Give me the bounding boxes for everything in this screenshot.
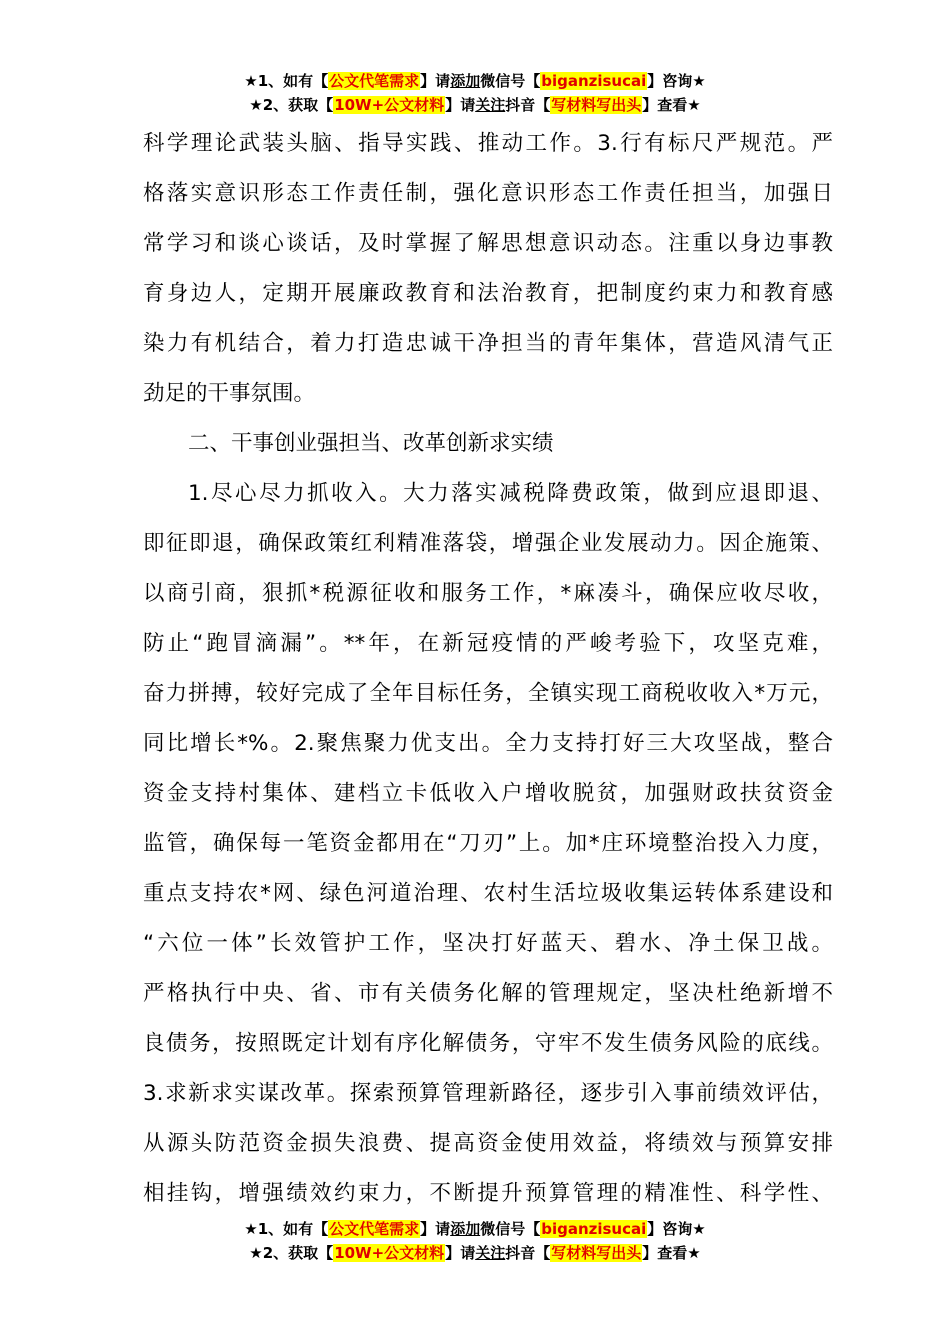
banner-underlined-text: 添加 [450, 72, 481, 90]
text-line: 严格执行中央、省、市有关债务化解的管理规定，坚决杜绝新增不 [143, 981, 833, 1006]
banner-underlined-text: 关注 [475, 96, 506, 114]
banner-text: 】请 [445, 1244, 476, 1262]
banner-text: 】查看★ [642, 1244, 701, 1262]
text-line: 即征即退，确保政策红利精准落袋，增强企业发展动力。因企施策、 [143, 531, 833, 556]
footer-banner [0, 1218, 950, 1266]
banner-highlight-materials: 10W+公文材料 [334, 96, 445, 114]
banner-underlined-text: 添加 [450, 1220, 481, 1238]
banner-text: 】查看★ [642, 96, 701, 114]
banner-text: ★2、获取【 [249, 1244, 334, 1262]
banner-line-2 [0, 94, 950, 118]
section-heading: 二、干事创业强担当、改革创新求实绩 [188, 431, 554, 456]
text-line: 从源头防范资金损失浪费、提高资金使用效益，将绩效与预算安排 [143, 1131, 833, 1156]
header-banner [0, 70, 950, 118]
banner-text: 】请 [420, 1220, 451, 1238]
banner-text: 微信号【 [480, 72, 541, 90]
text-line: 防止“跑冒滴漏”。**年，在新冠疫情的严峻考验下，攻坚克难， [143, 631, 833, 656]
banner-line-2 [0, 1242, 950, 1266]
banner-highlight-materials: 10W+公文材料 [334, 1244, 445, 1262]
banner-text: 】请 [445, 96, 476, 114]
text-line: 常学习和谈心谈话，及时掌握了解思想意识动态。注重以身边事教 [143, 231, 833, 256]
banner-text: ★1、如有【 [244, 1220, 329, 1238]
text-line: 相挂钩，增强绩效约束力，不断提升预算管理的精准性、科学性、 [143, 1181, 833, 1206]
text-line: 同比增长*%。2.聚焦聚力优支出。全力支持打好三大攻坚战，整合 [143, 731, 833, 756]
banner-text: 】咨询★ [647, 72, 706, 90]
banner-underlined-text: 关注 [475, 1244, 506, 1262]
banner-text: 】请 [420, 72, 451, 90]
banner-text: ★1、如有【 [244, 72, 329, 90]
text-line: 育身边人，定期开展廉政教育和法治教育，把制度约束力和教育感 [143, 281, 833, 306]
text-line: 良债务，按照既定计划有序化解债务，守牢不发生债务风险的底线。 [143, 1031, 833, 1056]
text-line: 资金支持村集体、建档立卡低收入户增收脱贫，加强财政扶贫资金 [143, 781, 833, 806]
text-line: 格落实意识形态工作责任制，强化意识形态工作责任担当，加强日 [143, 181, 833, 206]
banner-line-1 [0, 1218, 950, 1242]
text-line: 以商引商，狠抓*税源征收和服务工作，*麻凑斗，确保应收尽收， [143, 581, 833, 606]
text-line: 染力有机结合，着力打造忠诚干净担当的青年集体，营造风清气正 [143, 331, 833, 356]
text-line: 监管，确保每一笔资金都用在“刀刃”上。加*庄环境整治投入力度， [143, 831, 833, 856]
banner-highlight-service: 公文代笔需求 [329, 72, 420, 90]
text-line: 科学理论武装头脑、指导实践、推动工作。3.行有标尺严规范。严 [143, 131, 833, 156]
banner-text: 】咨询★ [647, 1220, 706, 1238]
document-body [143, 122, 833, 1222]
banner-highlight-wechat-id: biganzisucai [541, 72, 647, 90]
banner-line-1 [0, 70, 950, 94]
text-line: 3.求新求实谋改革。探索预算管理新路径，逐步引入事前绩效评估， [143, 1081, 833, 1106]
text-line: 奋力拼搏，较好完成了全年目标任务，全镇实现工商税收收入*万元， [143, 681, 833, 706]
text-line: 重点支持农*网、绿色河道治理、农村生活垃圾收集运转体系建设和 [143, 881, 833, 906]
text-line: 劲足的干事氛围。 [143, 381, 316, 406]
text-line: 1.尽心尽力抓收入。大力落实减税降费政策，做到应退即退、 [188, 481, 833, 506]
banner-text: 抖音【 [505, 96, 551, 114]
text-line: “六位一体”长效管护工作，坚决打好蓝天、碧水、净土保卫战。 [143, 931, 833, 956]
banner-highlight-service: 公文代笔需求 [329, 1220, 420, 1238]
banner-text: 微信号【 [480, 1220, 541, 1238]
banner-highlight-douyin: 写材料写出头 [551, 1244, 642, 1262]
banner-highlight-wechat-id: biganzisucai [541, 1220, 647, 1238]
banner-highlight-douyin: 写材料写出头 [551, 96, 642, 114]
banner-text: ★2、获取【 [249, 96, 334, 114]
banner-text: 抖音【 [505, 1244, 551, 1262]
